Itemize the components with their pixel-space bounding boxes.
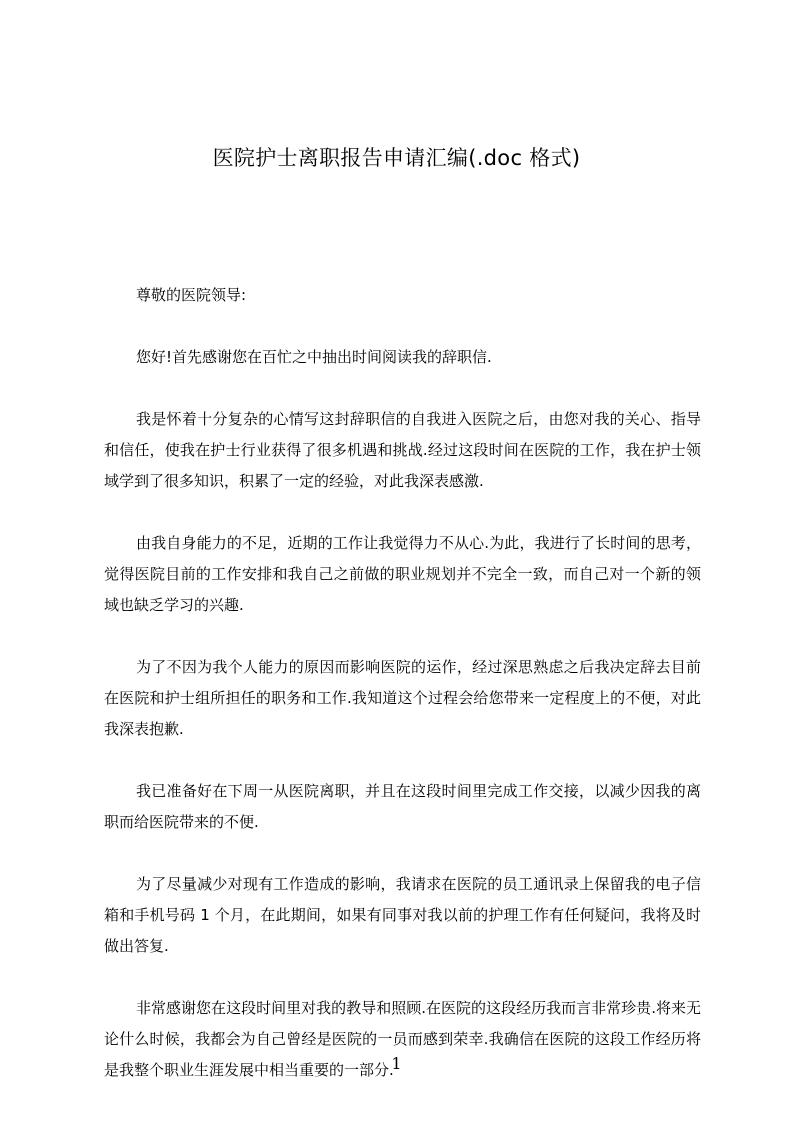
document-title: 医院护士离职报告申请汇编(.doc 格式): [212, 146, 581, 170]
paragraph-handover: 我已准备好在下周一从医院离职，并且在这段时间里完成工作交接，以减少因我的离职而给医院带来的不便.: [104, 782, 701, 831]
paragraph-contact: 为了尽量减少对现有工作造成的影响，我请求在医院的员工通讯录上保留我的电子信箱和手机号码 1 个月，在此期间，如果有同事对我以前的护理工作有任何疑问，我将及时做出答复.: [104, 875, 701, 955]
paragraph-decision: 为了不因为我个人能力的原因而影响医院的运作，经过深思熟虑之后我决定辞去目前在医院和护士组所担任的职务和工作.我知道这个过程会给您带来一定程度上的不便，对此我深表抱歉.: [104, 658, 701, 738]
page-number: 1: [391, 1054, 402, 1073]
salutation: 尊敬的医院领导:: [136, 286, 247, 304]
paragraph-greeting: 您好!首先感谢您在百忙之中抽出时间阅读我的辞职信.: [136, 348, 492, 366]
paragraph-gratitude: 我是怀着十分复杂的心情写这封辞职信的自我进入医院之后，由您对我的关心、指导和信任，使我在护士行业获得了很多机遇和挑战.经过这段时间在医院的工作，我在护士领域学到了很多知识，积累了一定的经验，对此我深表感激.: [104, 410, 701, 490]
paragraph-reason: 由我自身能力的不足，近期的工作让我觉得力不从心.为此，我进行了长时间的思考，觉得医院目前的工作安排和我自己之前做的职业规划并不完全一致，而自己对一个新的领域也缺乏学习的兴趣.: [104, 534, 701, 614]
letter-body: [104, 280, 701, 1117]
paragraph-thanks: 非常感谢您在这段时间里对我的教导和照顾.在医院的这段经历我而言非常珍贵.将来无论什么时候，我都会为自己曾经是医院的一员而感到荣幸.我确信在医院的这段工作经历将是我整个职业生涯发展中相当重要的一部分.: [104, 999, 701, 1079]
